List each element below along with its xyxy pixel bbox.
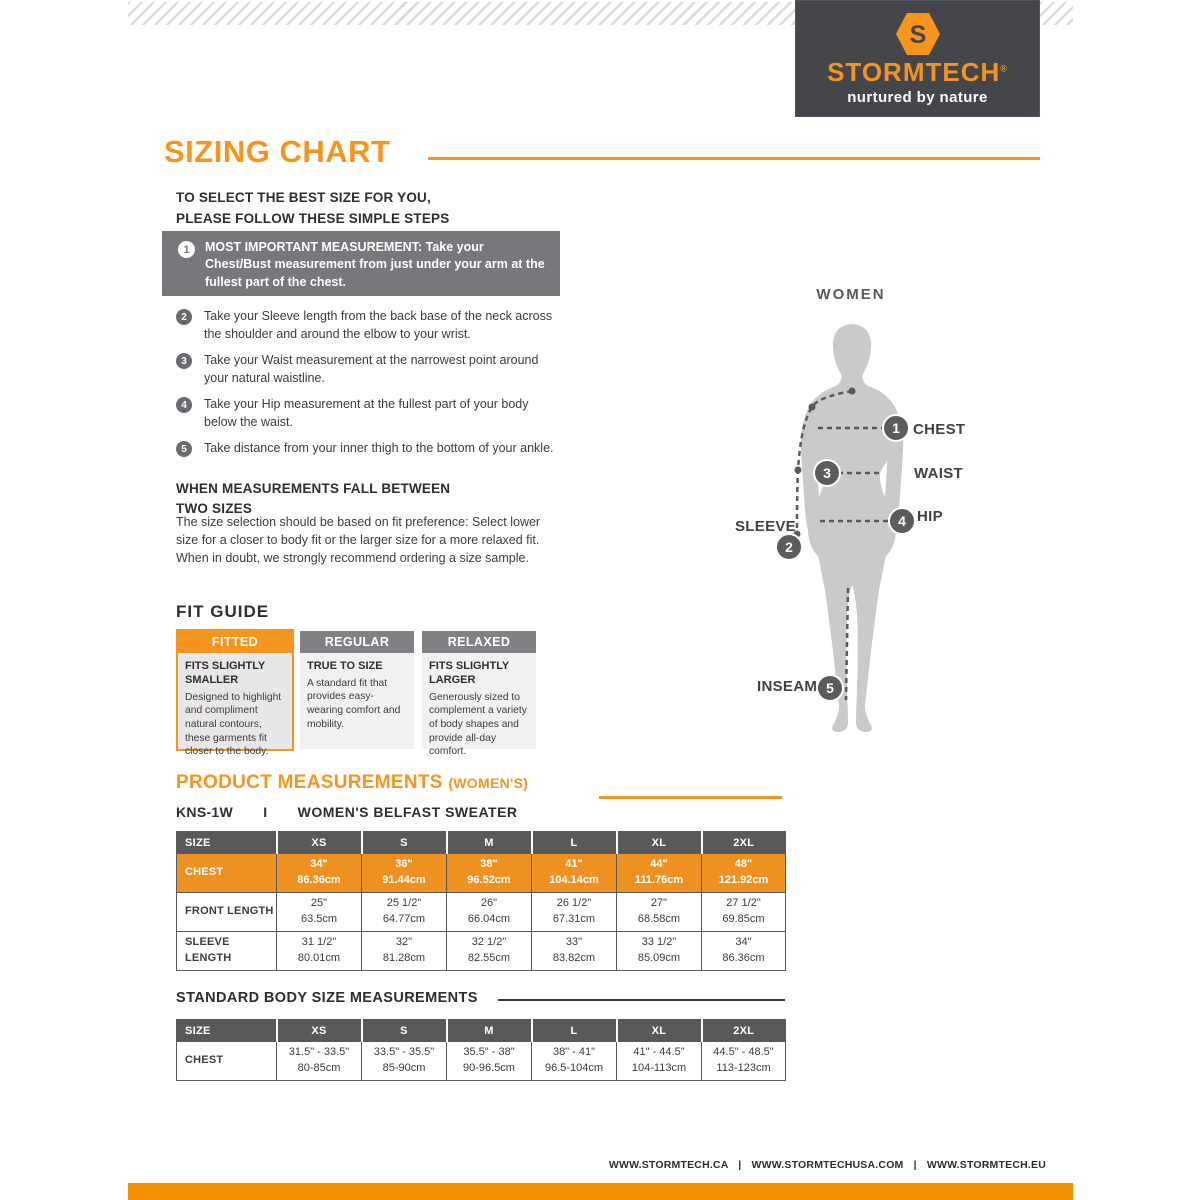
step-2: [176, 308, 558, 344]
product-col-header-xl: XL: [617, 832, 702, 854]
standard-col-header-s: S: [362, 1020, 447, 1042]
value-cm: 80-85cm: [297, 1062, 341, 1074]
standard-table-header-row: [177, 1020, 786, 1042]
table-cell: [617, 893, 702, 932]
value-in: 44.5" - 48.5": [713, 1046, 774, 1059]
between-sizes-text: The size selection should be based on fit preference: Select lower size for a closer to body fit or the larger size for a more relaxed fit. When in doubt, we strongly recommend ordering a size sample.: [176, 515, 541, 565]
step-5: [176, 440, 558, 458]
step-4: [176, 396, 558, 432]
product-identity-line: [176, 804, 518, 820]
value-cm: 85-90cm: [382, 1062, 426, 1074]
product-style-code: KNS-1W: [176, 804, 234, 820]
brand-name-text: STORMTECH: [827, 57, 1001, 87]
between-sizes-heading-line1: WHEN MEASUREMENTS FALL BETWEEN: [176, 481, 451, 496]
value-cm: 83.82cm: [552, 952, 596, 964]
table-cell: [277, 893, 362, 932]
svg-text:3: 3: [823, 465, 831, 481]
standard-col-header-l: L: [532, 1020, 617, 1042]
fit-guide-text-relaxed: Generously sized to complement a variety of body shapes and provide all-day comfort.: [429, 691, 527, 758]
value-in: 48": [734, 858, 753, 871]
step-1-highlight-box: [162, 231, 560, 296]
footer-link-stormtech-ca[interactable]: WWW.STORMTECH.CA: [608, 1159, 729, 1171]
svg-text:S: S: [909, 21, 926, 49]
product-name: WOMEN'S BELFAST SWEATER: [297, 804, 518, 820]
value-in: 32 1/2": [471, 936, 507, 949]
fit-guide-table: [176, 629, 540, 758]
value-cm: 104.14cm: [549, 874, 599, 886]
footer-link-stormtech-eu[interactable]: WWW.STORMTECH.EU: [926, 1159, 1046, 1171]
table-cell: [532, 893, 617, 932]
sleeve-line-dot-shoulder: [809, 404, 816, 411]
value-in: 25": [310, 897, 328, 910]
standard-col-header-size: SIZE: [177, 1020, 277, 1042]
value-cm: 85.09cm: [637, 952, 681, 964]
step-1-title: MOST IMPORTANT MEASUREMENT:: [205, 240, 423, 254]
table-cell: [277, 932, 362, 971]
fit-guide-column-relaxed: [420, 629, 538, 758]
value-in: 33.5" - 35.5": [373, 1046, 435, 1059]
value-in: 25 1/2": [386, 897, 422, 910]
standard-col-header-xl: XL: [617, 1020, 702, 1042]
product-row-sleeve-length: [177, 932, 786, 971]
product-row-front-length-label: FRONT LENGTH: [177, 893, 277, 932]
value-in: 27 1/2": [726, 897, 761, 910]
value-in: 35.5" - 38": [463, 1046, 515, 1059]
footer-links: [609, 1159, 1046, 1171]
sleeve-line-dot-neck: [849, 388, 856, 395]
fit-guide-header-fitted: FITTED: [178, 631, 292, 653]
product-col-header-s: S: [362, 832, 447, 854]
step-1-text: [205, 239, 545, 291]
table-cell: [702, 932, 786, 971]
standard-body-heading: STANDARD BODY SIZE MEASUREMENTS: [176, 990, 478, 1006]
step-5-number-badge: 5: [176, 441, 192, 457]
table-cell: [277, 1042, 362, 1081]
chest-label: CHEST: [913, 421, 966, 438]
table-cell: [702, 1042, 786, 1081]
step-1-body: Take your Chest/Bust measurement from just under your arm at the fullest part of the chest.: [205, 240, 545, 289]
value-cm: 66.04cm: [467, 913, 511, 925]
footer-link-stormtechusa-com[interactable]: WWW.STORMTECHUSA.COM: [751, 1159, 904, 1171]
table-cell: [447, 932, 532, 971]
standard-row-chest: [177, 1042, 786, 1081]
product-col-header-2xl: 2XL: [702, 832, 786, 854]
value-in: 34": [310, 858, 328, 871]
value-in: 32": [395, 936, 413, 949]
value-cm: 86.36cm: [722, 952, 765, 964]
waist-label: WAIST: [914, 465, 963, 482]
brand-name: [827, 59, 1008, 85]
product-measurements-underline: [599, 796, 782, 799]
intro-heading-line1: TO SELECT THE BEST SIZE FOR YOU,: [176, 190, 431, 205]
value-cm: 68.58cm: [637, 913, 681, 925]
table-cell: [362, 854, 447, 893]
registered-mark: ®: [1000, 63, 1008, 74]
product-col-header-l: L: [532, 832, 617, 854]
inseam-number-badge: [817, 675, 843, 701]
fit-guide-column-fitted: [176, 629, 294, 758]
value-in: 41" - 44.5": [633, 1046, 685, 1059]
product-row-sleeve-length-label: SLEEVE LENGTH: [177, 932, 277, 971]
product-row-chest-label: CHEST: [177, 854, 277, 893]
value-in: 26 1/2": [556, 897, 592, 910]
table-cell: [532, 1042, 617, 1081]
step-4-text: Take your Hip measurement at the fullest part of your body below the waist.: [204, 397, 529, 429]
diagram-heading-women: WOMEN: [816, 286, 886, 303]
step-3-number-badge: 3: [176, 353, 192, 369]
standard-col-header-m: M: [447, 1020, 532, 1042]
value-cm: 63.5cm: [300, 913, 338, 925]
svg-text:5: 5: [826, 680, 834, 696]
value-cm: 82.55cm: [467, 952, 511, 964]
step-4-number-badge: 4: [176, 397, 192, 413]
value-in: 33 1/2": [641, 936, 677, 949]
svg-text:1: 1: [892, 420, 900, 436]
product-measurements-heading-note: (WOMEN'S): [448, 775, 529, 791]
fit-guide-header-regular: REGULAR: [300, 631, 414, 653]
value-cm: 86.36cm: [297, 874, 341, 886]
footer-separator: |: [738, 1159, 742, 1171]
title-underline: [428, 157, 1040, 160]
value-cm: 67.31cm: [552, 913, 596, 925]
value-in: 38" - 41": [552, 1046, 596, 1059]
step-3-text: Take your Waist measurement at the narrowest point around your natural waistline.: [204, 353, 539, 385]
fit-guide-body-fitted: [178, 653, 292, 758]
fit-guide-heading: FIT GUIDE: [176, 602, 270, 621]
fit-guide-text-regular: A standard fit that provides easy-wearing comfort and mobility.: [307, 677, 401, 730]
inseam-label: INSEAM: [757, 678, 818, 695]
fit-guide-header-relaxed: RELAXED: [422, 631, 536, 653]
value-in: 33": [565, 936, 583, 949]
value-in: 27": [650, 897, 668, 910]
fit-guide-body-relaxed: [422, 653, 536, 758]
value-in: 31.5" - 33.5": [288, 1046, 350, 1059]
table-cell: [362, 1042, 447, 1081]
fit-guide-title-fitted: FITS SLIGHTLY SMALLER: [185, 660, 266, 686]
brand-tagline: nurtured by nature: [847, 89, 988, 106]
product-measurements-table: [176, 831, 786, 971]
value-cm: 80.01cm: [297, 952, 341, 964]
stormtech-logo-box: [795, 0, 1040, 117]
step-3: [176, 352, 558, 388]
standard-body-table: [176, 1019, 786, 1081]
product-row-chest: [177, 854, 786, 893]
table-cell: [362, 932, 447, 971]
standard-col-header-2xl: 2XL: [702, 1020, 786, 1042]
value-cm: 64.77cm: [382, 913, 426, 925]
standard-body-underline: [498, 999, 785, 1001]
value-cm: 90-96.5cm: [463, 1062, 515, 1074]
step-2-number-badge: 2: [176, 309, 192, 325]
svg-text:2: 2: [785, 539, 793, 555]
table-cell: [362, 893, 447, 932]
product-col-header-xs: XS: [277, 832, 362, 854]
value-in: 44": [650, 858, 668, 871]
fit-guide-column-regular: [298, 629, 416, 751]
stormtech-hexagon-logo-icon: [894, 12, 942, 56]
step-2-text: Take your Sleeve length from the back base of the neck across the shoulder and around the elbow to your wrist.: [204, 309, 553, 341]
value-in: 31 1/2": [301, 936, 337, 949]
sleeve-line-dot-elbow: [795, 467, 802, 474]
sleeve-label: SLEEVE: [735, 518, 796, 535]
table-cell: [277, 854, 362, 893]
chest-number-badge: [883, 415, 909, 441]
hip-label: HIP: [917, 508, 943, 525]
between-sizes-heading-line2: TWO SIZES: [176, 501, 253, 517]
product-table-header-row: [177, 832, 786, 854]
value-cm: 69.85cm: [722, 913, 765, 925]
sleeve-number-badge: [776, 534, 802, 560]
product-divider: I: [263, 804, 268, 820]
fit-guide-text-fitted: Designed to highlight and compliment natural contours, these garments fit closer to the body.: [185, 691, 282, 758]
value-cm: 113-123cm: [716, 1062, 771, 1074]
fit-guide-title-regular: TRUE TO SIZE: [307, 660, 383, 672]
product-measurements-heading: [176, 772, 528, 794]
footer-separator: |: [913, 1159, 917, 1171]
fit-guide-body-regular: [300, 653, 414, 749]
value-in: 36": [395, 858, 413, 871]
table-cell: [532, 932, 617, 971]
waist-number-badge: [814, 460, 840, 486]
table-cell: [447, 1042, 532, 1081]
table-cell: [617, 854, 702, 893]
value-cm: 81.28cm: [382, 952, 426, 964]
table-cell: [447, 893, 532, 932]
intro-heading-line2: PLEASE FOLLOW THESE SIMPLE STEPS: [176, 210, 450, 226]
value-cm: 91.44cm: [382, 874, 426, 886]
value-cm: 96.52cm: [467, 874, 511, 886]
product-col-header-size: SIZE: [177, 832, 277, 854]
top-stripes-right: [1040, 2, 1073, 25]
value-cm: 96.5-104cm: [544, 1062, 604, 1074]
value-in: 26": [480, 897, 498, 910]
standard-col-header-xs: XS: [277, 1020, 362, 1042]
value-cm: 121.92cm: [718, 874, 769, 886]
step-1-number-badge: 1: [178, 241, 195, 258]
table-cell: [702, 893, 786, 932]
value-in: 34": [735, 936, 752, 949]
step-5-text: Take distance from your inner thigh to the bottom of your ankle.: [204, 441, 554, 455]
table-cell: [702, 854, 786, 893]
page-title: SIZING CHART: [164, 134, 391, 169]
standard-row-chest-label: CHEST: [177, 1042, 277, 1081]
table-cell: [617, 932, 702, 971]
value-cm: 111.76cm: [634, 874, 684, 886]
value-cm: 104-113cm: [631, 1062, 687, 1074]
value-in: 38": [480, 858, 498, 871]
value-in: 41": [565, 858, 583, 871]
hip-number-badge: [889, 508, 915, 534]
footer-orange-bar: [128, 1183, 1073, 1200]
product-measurements-heading-main: PRODUCT MEASUREMENTS: [176, 772, 443, 793]
intro-heading: [176, 188, 449, 230]
table-cell: [617, 1042, 702, 1081]
product-col-header-m: M: [447, 832, 532, 854]
table-cell: [447, 854, 532, 893]
top-stripes-left: [128, 2, 795, 25]
fit-guide-title-relaxed: FITS SLIGHTLY LARGER: [429, 660, 510, 686]
svg-text:4: 4: [898, 513, 906, 529]
product-row-front-length: [177, 893, 786, 932]
table-cell: [532, 854, 617, 893]
